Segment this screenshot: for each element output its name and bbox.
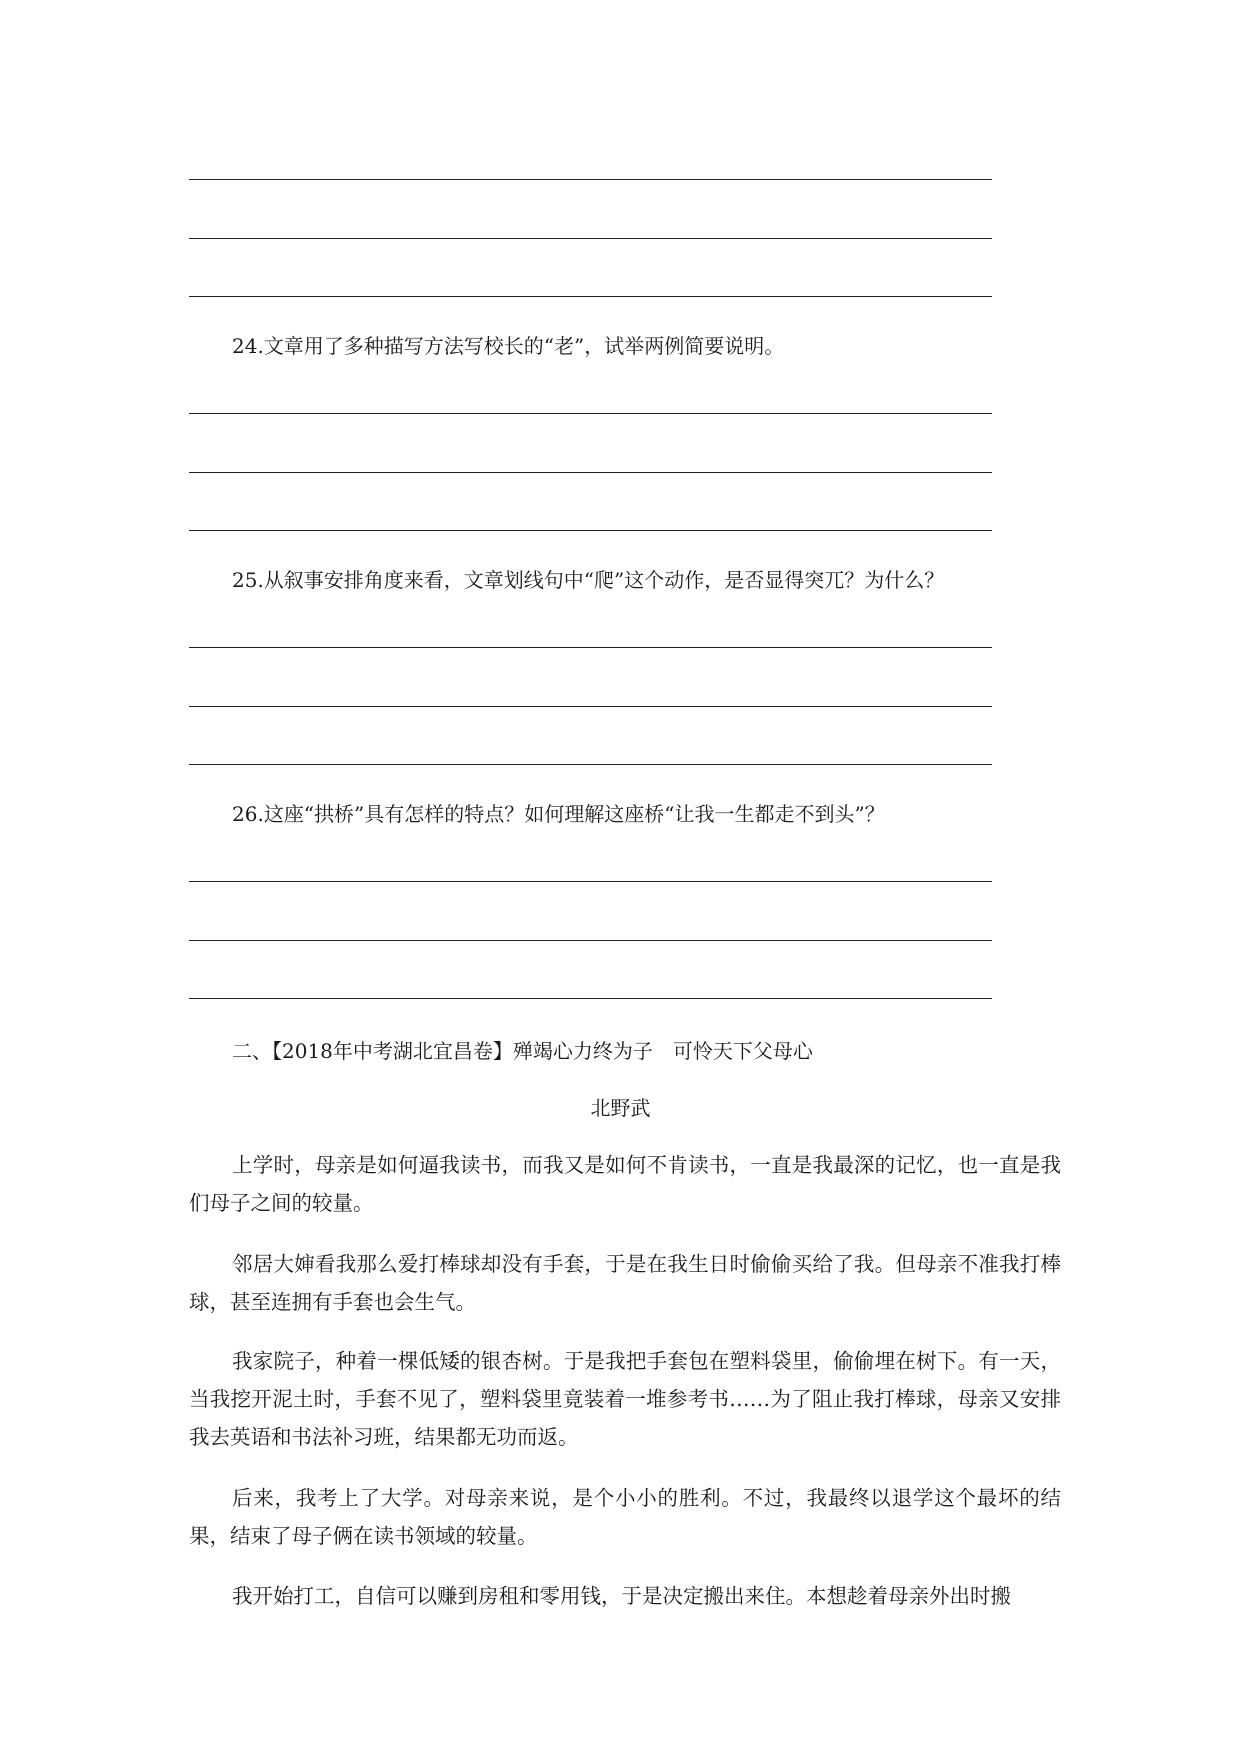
- article-author: 北野武: [590, 1096, 651, 1120]
- question-24: [232, 332, 784, 360]
- answer-line: [189, 998, 992, 999]
- answer-line: [189, 179, 992, 180]
- answer-line: [189, 764, 992, 765]
- answer-line: [189, 472, 992, 473]
- answer-line: [189, 413, 992, 414]
- answer-line: [189, 238, 992, 239]
- article-paragraph: 我开始打工，自信可以赚到房租和零用钱，于是决定搬出来住。本想趁着母亲外出时搬: [232, 1584, 1011, 1608]
- question-text: 文章用了多种描写方法写校长的“老”，试举两例简要说明。: [263, 334, 785, 358]
- answer-line: [189, 296, 992, 297]
- article-paragraph: 上学时，母亲是如何逼我读书，而我又是如何不肯读书，一直是我最深的记忆，也一直是我们母子之间的较量。: [189, 1153, 1061, 1215]
- question-26: [232, 800, 885, 828]
- question-text: 从叙事安排角度来看，文章划线句中“爬”这个动作，是否显得突兀？为什么？: [263, 568, 945, 592]
- question-number: 24.: [232, 334, 264, 358]
- answer-line: [189, 706, 992, 707]
- answer-line: [189, 647, 992, 648]
- question-25: [232, 566, 944, 594]
- article-paragraph: 后来，我考上了大学。对母亲来说，是个小小的胜利。不过，我最终以退学这个最坏的结果，结束了母子俩在读书领域的较量。: [189, 1486, 1061, 1548]
- section-heading: 二、【2018年中考湖北宜昌卷】殚竭心力终为子 可怜天下父母心: [232, 1039, 813, 1063]
- answer-line: [189, 940, 992, 941]
- question-text: 这座“拱桥”具有怎样的特点？如何理解这座桥“让我一生都走不到头”？: [263, 802, 885, 826]
- article-paragraph: 邻居大婶看我那么爱打棒球却没有手套，于是在我生日时偷偷买给了我。但母亲不准我打棒球，甚至连拥有手套也会生气。: [189, 1252, 1061, 1314]
- answer-line: [189, 530, 992, 531]
- question-number: 25.: [232, 568, 264, 592]
- question-number: 26.: [232, 802, 264, 826]
- article-paragraph: 我家院子，种着一棵低矮的银杏树。于是我把手套包在塑料袋里，偷偷埋在树下。有一天，当我挖开泥土时，手套不见了，塑料袋里竟装着一堆参考书……为了阻止我打棒球，母亲又安排我去英语和书法补习班，结果都无功而返。: [189, 1349, 1061, 1449]
- answer-line: [189, 881, 992, 882]
